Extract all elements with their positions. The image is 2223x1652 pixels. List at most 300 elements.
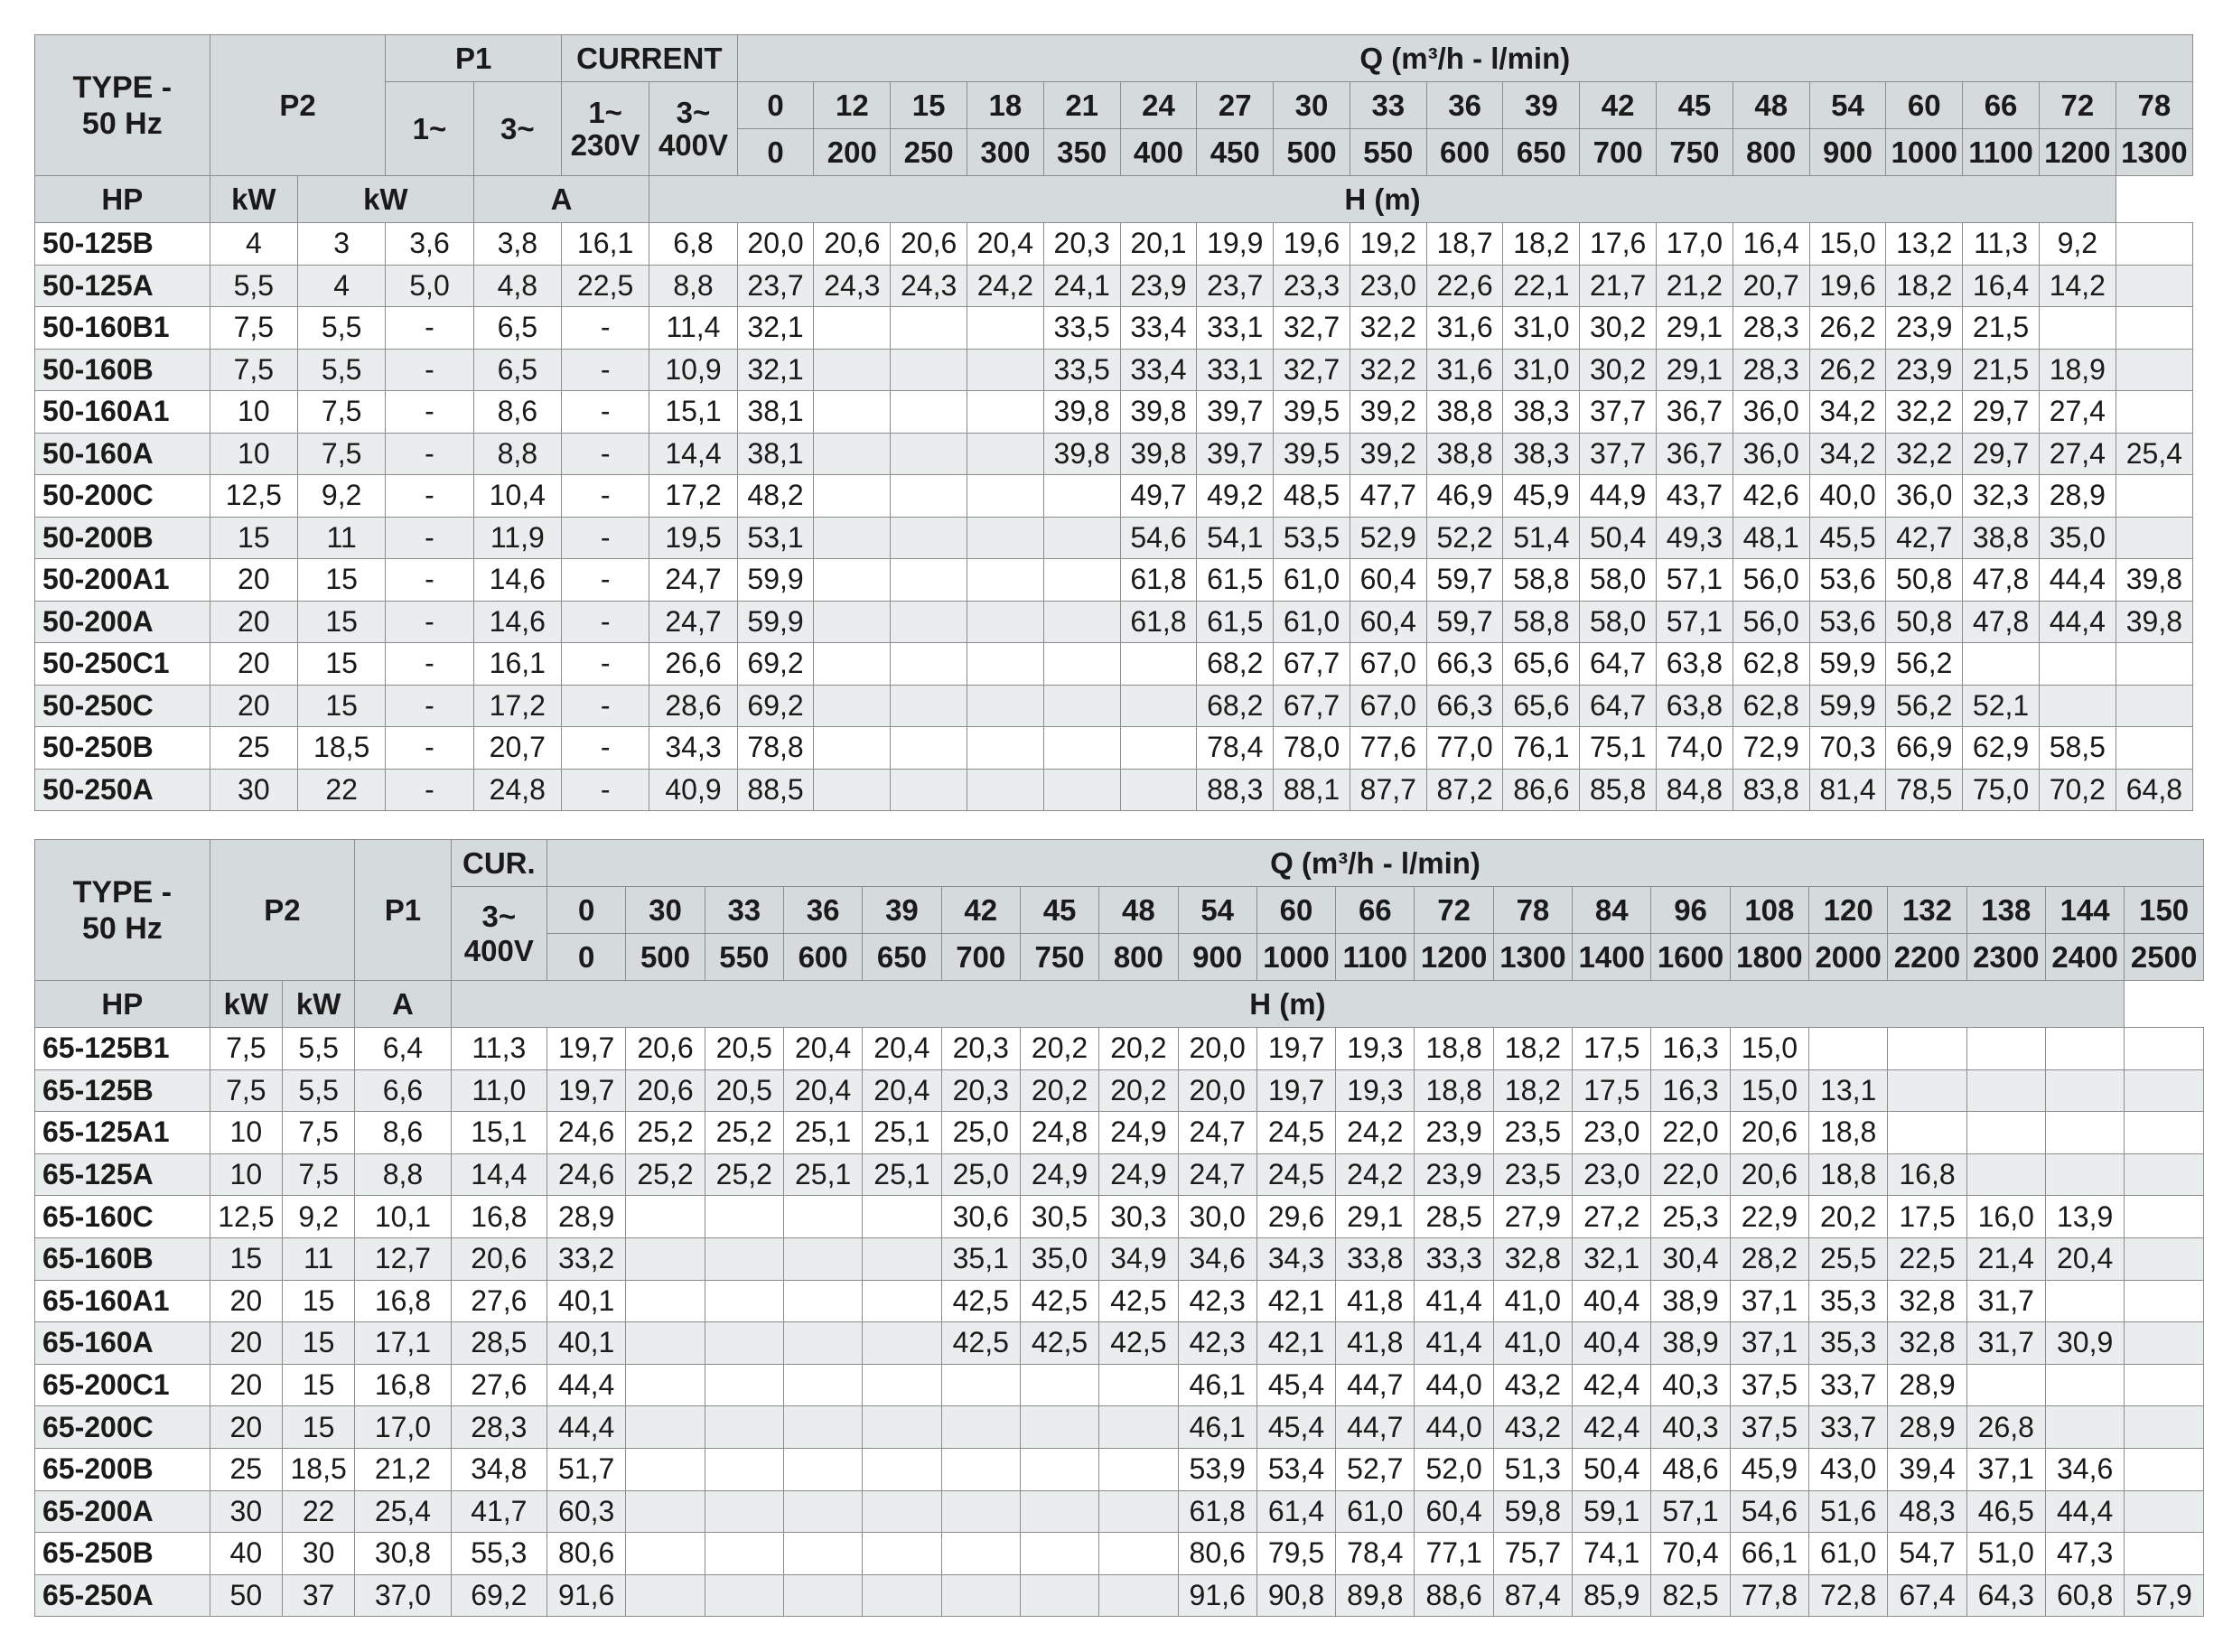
head-value-cell: 19,7 [1256, 1069, 1335, 1112]
voltage-label: 230V [570, 127, 640, 162]
head-value-cell [2039, 307, 2116, 350]
table-row [35, 1406, 2204, 1449]
head-value-cell: 47,8 [1963, 559, 2040, 602]
head-value-cell: 20,3 [941, 1069, 1020, 1112]
head-value-cell: 38,9 [1651, 1280, 1730, 1322]
head-value-cell [863, 1237, 941, 1280]
head-value-cell: 41,4 [1415, 1322, 1493, 1365]
frequency-label: 50 Hz [81, 106, 163, 141]
voltage-label: 400V [463, 933, 534, 967]
p1-three-phase-cell: 14,6 [473, 559, 561, 602]
p1-cell: 30,8 [355, 1533, 451, 1575]
head-value-cell: 34,2 [1809, 433, 1886, 475]
head-value-cell: 49,3 [1657, 517, 1733, 559]
head-value-cell: 36,7 [1657, 433, 1733, 475]
model-cell: 65-160A [35, 1322, 210, 1365]
head-value-cell: 42,5 [941, 1322, 1020, 1365]
head-value-cell: 13,9 [2045, 1196, 2124, 1238]
head-value-cell: 53,5 [1274, 517, 1350, 559]
head-value-cell: 61,8 [1178, 1490, 1256, 1533]
model-cell: 65-200A [35, 1490, 210, 1533]
head-value-cell [814, 727, 891, 770]
model-cell: 65-125B1 [35, 1028, 210, 1070]
flow-lmin-header: 1800 [1730, 934, 1808, 981]
flow-lmin-header: 1300 [1493, 934, 1572, 981]
p1-cell: 37,0 [355, 1574, 451, 1617]
head-value-cell: 33,4 [1120, 349, 1197, 391]
head-value-cell: 32,8 [1493, 1237, 1572, 1280]
current-single-phase-cell: - [561, 391, 649, 434]
model-cell: 50-160A [35, 433, 210, 475]
hp-cell: 30 [210, 769, 297, 811]
current-cell: 11,0 [451, 1069, 546, 1112]
flow-header: Q (m³/h - l/min) [547, 840, 2204, 887]
table-header [35, 840, 2204, 1028]
head-value-cell: 26,2 [1809, 349, 1886, 391]
head-value-cell: 25,2 [626, 1112, 705, 1154]
head-value-cell [1099, 1574, 1178, 1617]
kw-cell: 15 [298, 559, 386, 602]
model-cell: 65-125A [35, 1153, 210, 1196]
head-value-cell: 49,7 [1120, 475, 1197, 518]
head-value-cell: 31,6 [1426, 349, 1503, 391]
head-value-cell [705, 1490, 783, 1533]
head-value-cell: 17,5 [1573, 1069, 1651, 1112]
head-value-cell: 23,5 [1493, 1112, 1572, 1154]
p1-three-phase-cell: 20,7 [473, 727, 561, 770]
flow-lmin-header: 800 [1099, 934, 1178, 981]
table-row [35, 1196, 2204, 1238]
head-value-cell: 18,2 [1503, 223, 1580, 266]
head-value-cell: 60,4 [1350, 559, 1426, 602]
flow-m3h-header: 138 [1966, 887, 2045, 934]
head-value-cell [891, 433, 967, 475]
head-value-cell [626, 1196, 705, 1238]
hp-cell: 20 [210, 559, 297, 602]
head-value-cell: 84,8 [1657, 769, 1733, 811]
p1-single-phase-header: 1~ [386, 82, 473, 176]
head-value-cell [967, 559, 1044, 602]
table-row [35, 643, 2193, 686]
model-cell: 50-125A [35, 265, 210, 307]
head-value-cell: 44,0 [1415, 1406, 1493, 1449]
head-value-cell: 16,4 [1733, 223, 1809, 266]
head-value-cell [2045, 1406, 2124, 1449]
kw-cell: 9,2 [298, 475, 386, 518]
flow-lmin-header: 1300 [2116, 129, 2192, 176]
flow-lmin-header: 1000 [1256, 934, 1335, 981]
current-three-phase-cell: 11,4 [649, 307, 737, 350]
head-value-cell: 27,2 [1573, 1196, 1651, 1238]
kw-header: kW [210, 981, 282, 1028]
head-value-cell: 24,5 [1256, 1112, 1335, 1154]
head-value-cell: 37,1 [1966, 1448, 2045, 1490]
head-value-cell [783, 1490, 862, 1533]
head-value-cell [863, 1574, 941, 1617]
table-body [35, 1028, 2204, 1617]
head-value-cell: 40,4 [1573, 1280, 1651, 1322]
head-value-cell [783, 1196, 862, 1238]
hp-cell: 10 [210, 1153, 282, 1196]
head-value-cell: 41,8 [1336, 1322, 1415, 1365]
p1-single-phase-cell: - [386, 601, 473, 643]
head-value-cell: 33,8 [1336, 1237, 1415, 1280]
head-value-cell: 28,3 [1733, 349, 1809, 391]
flow-m3h-header: 42 [941, 887, 1020, 934]
current-cell: 55,3 [451, 1533, 546, 1575]
p1-single-phase-cell: - [386, 349, 473, 391]
kw-header: kW [210, 176, 297, 223]
current-single-phase-header [561, 82, 649, 176]
head-value-cell [783, 1237, 862, 1280]
head-value-cell [941, 1406, 1020, 1449]
head-value-cell: 18,8 [1415, 1028, 1493, 1070]
head-value-cell: 20,4 [863, 1069, 941, 1112]
head-value-cell: 61,8 [1120, 559, 1197, 602]
flow-m3h-header: 21 [1043, 82, 1120, 129]
head-value-cell [1966, 1069, 2045, 1112]
head-value-cell: 56,2 [1886, 643, 1963, 686]
head-value-cell: 44,4 [2045, 1490, 2124, 1533]
head-value-cell: 45,4 [1256, 1364, 1335, 1406]
head-value-cell: 32,2 [1886, 391, 1963, 434]
head-value-cell: 37,7 [1580, 433, 1657, 475]
head-value-cell: 74,0 [1657, 727, 1733, 770]
flow-m3h-header: 48 [1733, 82, 1809, 129]
head-value-cell: 42,3 [1178, 1322, 1256, 1365]
head-value-cell [1043, 685, 1120, 727]
head-value-cell: 29,1 [1336, 1196, 1415, 1238]
current-cell: 41,7 [451, 1490, 546, 1533]
head-value-cell [967, 475, 1044, 518]
head-value-cell: 24,3 [891, 265, 967, 307]
head-value-cell [814, 685, 891, 727]
head-value-cell: 19,2 [1350, 223, 1426, 266]
head-value-cell: 56,0 [1733, 601, 1809, 643]
head-value-cell [1888, 1069, 1966, 1112]
flow-m3h-header: 78 [1493, 887, 1572, 934]
flow-m3h-header: 27 [1197, 82, 1274, 129]
current-cell: 11,3 [451, 1028, 546, 1070]
head-value-cell: 20,0 [1178, 1028, 1256, 1070]
head-value-cell: 63,8 [1657, 643, 1733, 686]
head-value-cell: 53,1 [737, 517, 814, 559]
head-value-cell: 39,7 [1197, 391, 1274, 434]
hp-cell: 12,5 [210, 475, 297, 518]
current-three-phase-cell: 8,8 [649, 265, 737, 307]
head-value-cell [891, 307, 967, 350]
p1-cell: 12,7 [355, 1237, 451, 1280]
flow-lmin-header: 1100 [1336, 934, 1415, 981]
head-value-cell [705, 1406, 783, 1449]
head-value-cell: 47,7 [1350, 475, 1426, 518]
flow-m3h-header: 78 [2116, 82, 2192, 129]
flow-m3h-header: 72 [2039, 82, 2116, 129]
table-row [35, 685, 2193, 727]
table-row [35, 517, 2193, 559]
head-value-cell [1963, 643, 2040, 686]
voltage-label: 400V [658, 127, 729, 162]
head-value-cell: 34,2 [1809, 391, 1886, 434]
head-value-cell: 38,1 [737, 433, 814, 475]
head-value-cell: 24,3 [814, 265, 891, 307]
p1-three-phase-cell: 8,8 [473, 433, 561, 475]
head-value-cell: 28,5 [1415, 1196, 1493, 1238]
head-value-cell: 20,6 [1730, 1153, 1808, 1196]
flow-lmin-header: 300 [967, 129, 1044, 176]
head-value-cell: 65,6 [1503, 643, 1580, 686]
head-value-cell [941, 1533, 1020, 1575]
head-value-cell: 24,7 [1178, 1153, 1256, 1196]
head-value-cell: 62,9 [1963, 727, 2040, 770]
head-value-cell: 40,1 [547, 1280, 626, 1322]
head-value-cell: 30,5 [1020, 1196, 1098, 1238]
flow-lmin-header: 2500 [2125, 934, 2204, 981]
head-value-cell: 28,9 [547, 1196, 626, 1238]
flow-lmin-header: 600 [783, 934, 862, 981]
model-cell: 50-250A [35, 769, 210, 811]
head-value-cell: 83,8 [1733, 769, 1809, 811]
current-three-phase-cell: 10,9 [649, 349, 737, 391]
kw-cell: 15 [298, 643, 386, 686]
head-value-cell: 44,4 [2039, 601, 2116, 643]
head-value-cell: 24,7 [1178, 1112, 1256, 1154]
p1-cell: 8,8 [355, 1153, 451, 1196]
current-single-phase-cell: - [561, 307, 649, 350]
head-value-cell [863, 1280, 941, 1322]
head-value-cell: 64,8 [2116, 769, 2192, 811]
head-value-cell: 20,5 [705, 1069, 783, 1112]
p1-header: P1 [386, 35, 562, 82]
head-value-cell: 45,5 [1809, 517, 1886, 559]
head-value-cell: 23,9 [1886, 349, 1963, 391]
flow-lmin-header: 500 [1274, 129, 1350, 176]
head-value-cell: 38,9 [1651, 1322, 1730, 1365]
head-value-cell: 42,5 [1099, 1280, 1178, 1322]
head-value-cell: 44,4 [547, 1364, 626, 1406]
head-value-cell: 65,6 [1503, 685, 1580, 727]
head-value-cell [1043, 517, 1120, 559]
hp-cell: 15 [210, 1237, 282, 1280]
p1-header: P1 [355, 840, 451, 981]
head-value-cell: 23,5 [1493, 1153, 1572, 1196]
head-value-cell: 22,0 [1651, 1153, 1730, 1196]
p1-three-phase-cell: 6,5 [473, 349, 561, 391]
current-three-phase-cell: 14,4 [649, 433, 737, 475]
head-value-cell: 44,7 [1336, 1406, 1415, 1449]
p1-three-phase-cell: 11,9 [473, 517, 561, 559]
kw-cell: 11 [298, 517, 386, 559]
head-value-cell: 39,2 [1350, 391, 1426, 434]
head-value-cell: 78,8 [737, 727, 814, 770]
head-value-cell: 23,9 [1415, 1153, 1493, 1196]
p1-cell: 6,6 [355, 1069, 451, 1112]
kw-cell: 22 [298, 769, 386, 811]
head-value-cell: 42,1 [1256, 1322, 1335, 1365]
table-row [35, 1364, 2204, 1406]
model-cell: 65-160A1 [35, 1280, 210, 1322]
head-value-cell: 32,1 [737, 307, 814, 350]
table-row [35, 559, 2193, 602]
head-value-cell: 54,6 [1120, 517, 1197, 559]
head-value-cell: 23,7 [737, 265, 814, 307]
head-value-cell [891, 349, 967, 391]
head-value-cell: 57,1 [1657, 601, 1733, 643]
flow-lmin-header: 200 [814, 129, 891, 176]
head-value-cell [891, 517, 967, 559]
p2-header: P2 [210, 35, 386, 176]
hp-header: HP [35, 981, 210, 1028]
head-value-cell: 30,2 [1580, 349, 1657, 391]
p1-single-phase-cell: - [386, 517, 473, 559]
head-value-cell: 39,8 [2116, 601, 2192, 643]
head-value-cell: 16,3 [1651, 1028, 1730, 1070]
hp-cell: 12,5 [210, 1196, 282, 1238]
head-value-cell: 36,0 [1733, 391, 1809, 434]
flow-m3h-header: 36 [1426, 82, 1503, 129]
kw-cell: 9,2 [282, 1196, 354, 1238]
head-value-cell: 48,5 [1274, 475, 1350, 518]
flow-m3h-header: 0 [737, 82, 814, 129]
head-value-cell: 19,7 [547, 1069, 626, 1112]
flow-m3h-header: 39 [1503, 82, 1580, 129]
current-cell: 27,6 [451, 1364, 546, 1406]
head-value-cell: 59,7 [1426, 559, 1503, 602]
table-row [35, 1322, 2204, 1365]
head-value-cell: 36,7 [1657, 391, 1733, 434]
head-value-cell [1966, 1028, 2045, 1070]
head-value-cell: 24,9 [1099, 1153, 1178, 1196]
head-value-cell [2045, 1364, 2124, 1406]
current-single-phase-cell: - [561, 685, 649, 727]
head-value-cell [863, 1490, 941, 1533]
current-three-phase-cell: 28,6 [649, 685, 737, 727]
head-value-cell: 48,2 [737, 475, 814, 518]
p1-cell: 6,4 [355, 1028, 451, 1070]
head-value-cell [891, 559, 967, 602]
table-row [35, 1533, 2204, 1575]
head-value-cell: 42,5 [941, 1280, 1020, 1322]
p1-single-phase-cell: - [386, 433, 473, 475]
flow-lmin-header: 0 [737, 129, 814, 176]
current-single-phase-cell: - [561, 727, 649, 770]
head-value-cell: 29,6 [1256, 1196, 1335, 1238]
hp-cell: 20 [210, 1322, 282, 1365]
head-value-cell [626, 1322, 705, 1365]
head-value-cell: 20,2 [1809, 1196, 1888, 1238]
kw-cell: 15 [298, 685, 386, 727]
head-value-cell [967, 349, 1044, 391]
hp-cell: 7,5 [210, 307, 297, 350]
p1-cell: 10,1 [355, 1196, 451, 1238]
head-value-cell: 28,3 [1733, 307, 1809, 350]
head-value-cell [814, 643, 891, 686]
model-cell: 65-160C [35, 1196, 210, 1238]
head-value-cell: 66,1 [1730, 1533, 1808, 1575]
p1-three-phase-cell: 24,8 [473, 769, 561, 811]
head-value-cell [783, 1322, 862, 1365]
head-value-cell: 33,1 [1197, 307, 1274, 350]
flow-lmin-header: 2300 [1966, 934, 2045, 981]
current-cell: 34,8 [451, 1448, 546, 1490]
current-single-phase-cell: - [561, 475, 649, 518]
flow-lmin-header: 700 [941, 934, 1020, 981]
head-value-cell: 79,5 [1256, 1533, 1335, 1575]
head-value-cell: 17,0 [1657, 223, 1733, 266]
p1-single-phase-cell: - [386, 391, 473, 434]
head-value-cell: 20,6 [626, 1028, 705, 1070]
head-value-cell: 26,8 [1966, 1406, 2045, 1449]
kw-cell: 37 [282, 1574, 354, 1617]
p1-three-phase-cell: 10,4 [473, 475, 561, 518]
head-value-cell: 59,1 [1573, 1490, 1651, 1533]
flow-m3h-header: 150 [2125, 887, 2204, 934]
head-value-cell: 34,9 [1099, 1237, 1178, 1280]
hp-cell: 15 [210, 517, 297, 559]
head-value-cell: 45,9 [1730, 1448, 1808, 1490]
head-value-cell: 22,1 [1503, 265, 1580, 307]
kw-cell: 11 [282, 1237, 354, 1280]
head-value-cell: 60,4 [1415, 1490, 1493, 1533]
flow-m3h-header: 72 [1415, 887, 1493, 934]
head-value-cell: 27,4 [2039, 391, 2116, 434]
head-value-cell: 22,6 [1426, 265, 1503, 307]
head-value-cell: 34,3 [1256, 1237, 1335, 1280]
head-value-cell: 66,9 [1886, 727, 1963, 770]
flow-lmin-header: 350 [1043, 129, 1120, 176]
head-value-cell [2045, 1112, 2124, 1154]
current-single-phase-cell: - [561, 559, 649, 602]
head-value-cell: 57,9 [2125, 1574, 2204, 1617]
head-value-cell: 48,1 [1733, 517, 1809, 559]
table-row [35, 727, 2193, 770]
head-value-cell [2125, 1533, 2204, 1575]
head-value-cell: 23,9 [1886, 307, 1963, 350]
p1-three-phase-cell: 3,8 [473, 223, 561, 266]
head-value-cell: 25,2 [705, 1153, 783, 1196]
head-value-cell: 24,6 [547, 1153, 626, 1196]
flow-lmin-header: 2200 [1888, 934, 1966, 981]
head-value-cell: 87,2 [1426, 769, 1503, 811]
head-value-cell: 20,4 [863, 1028, 941, 1070]
current-single-phase-cell: - [561, 433, 649, 475]
performance-table-65 [34, 839, 2204, 1617]
type-label: TYPE - [72, 874, 173, 910]
flow-lmin-header: 250 [891, 129, 967, 176]
hp-cell: 20 [210, 1364, 282, 1406]
hp-cell: 4 [210, 223, 297, 266]
model-cell: 50-200C [35, 475, 210, 518]
head-value-cell [863, 1448, 941, 1490]
flow-m3h-header: 120 [1809, 887, 1888, 934]
head-value-cell: 27,9 [1493, 1196, 1572, 1238]
head-value-cell [626, 1364, 705, 1406]
table-row [35, 1112, 2204, 1154]
head-value-cell: 46,9 [1426, 475, 1503, 518]
head-value-cell [626, 1448, 705, 1490]
hp-cell: 50 [210, 1574, 282, 1617]
flow-m3h-header: 45 [1020, 887, 1098, 934]
head-value-cell [1099, 1448, 1178, 1490]
head-value-cell [2125, 1322, 2204, 1365]
head-value-cell: 15,0 [1730, 1028, 1808, 1070]
kw-cell: 7,5 [298, 391, 386, 434]
head-value-cell: 67,7 [1274, 643, 1350, 686]
head-value-cell [1120, 685, 1197, 727]
table-row [35, 769, 2193, 811]
head-value-cell [967, 601, 1044, 643]
head-value-cell [967, 685, 1044, 727]
